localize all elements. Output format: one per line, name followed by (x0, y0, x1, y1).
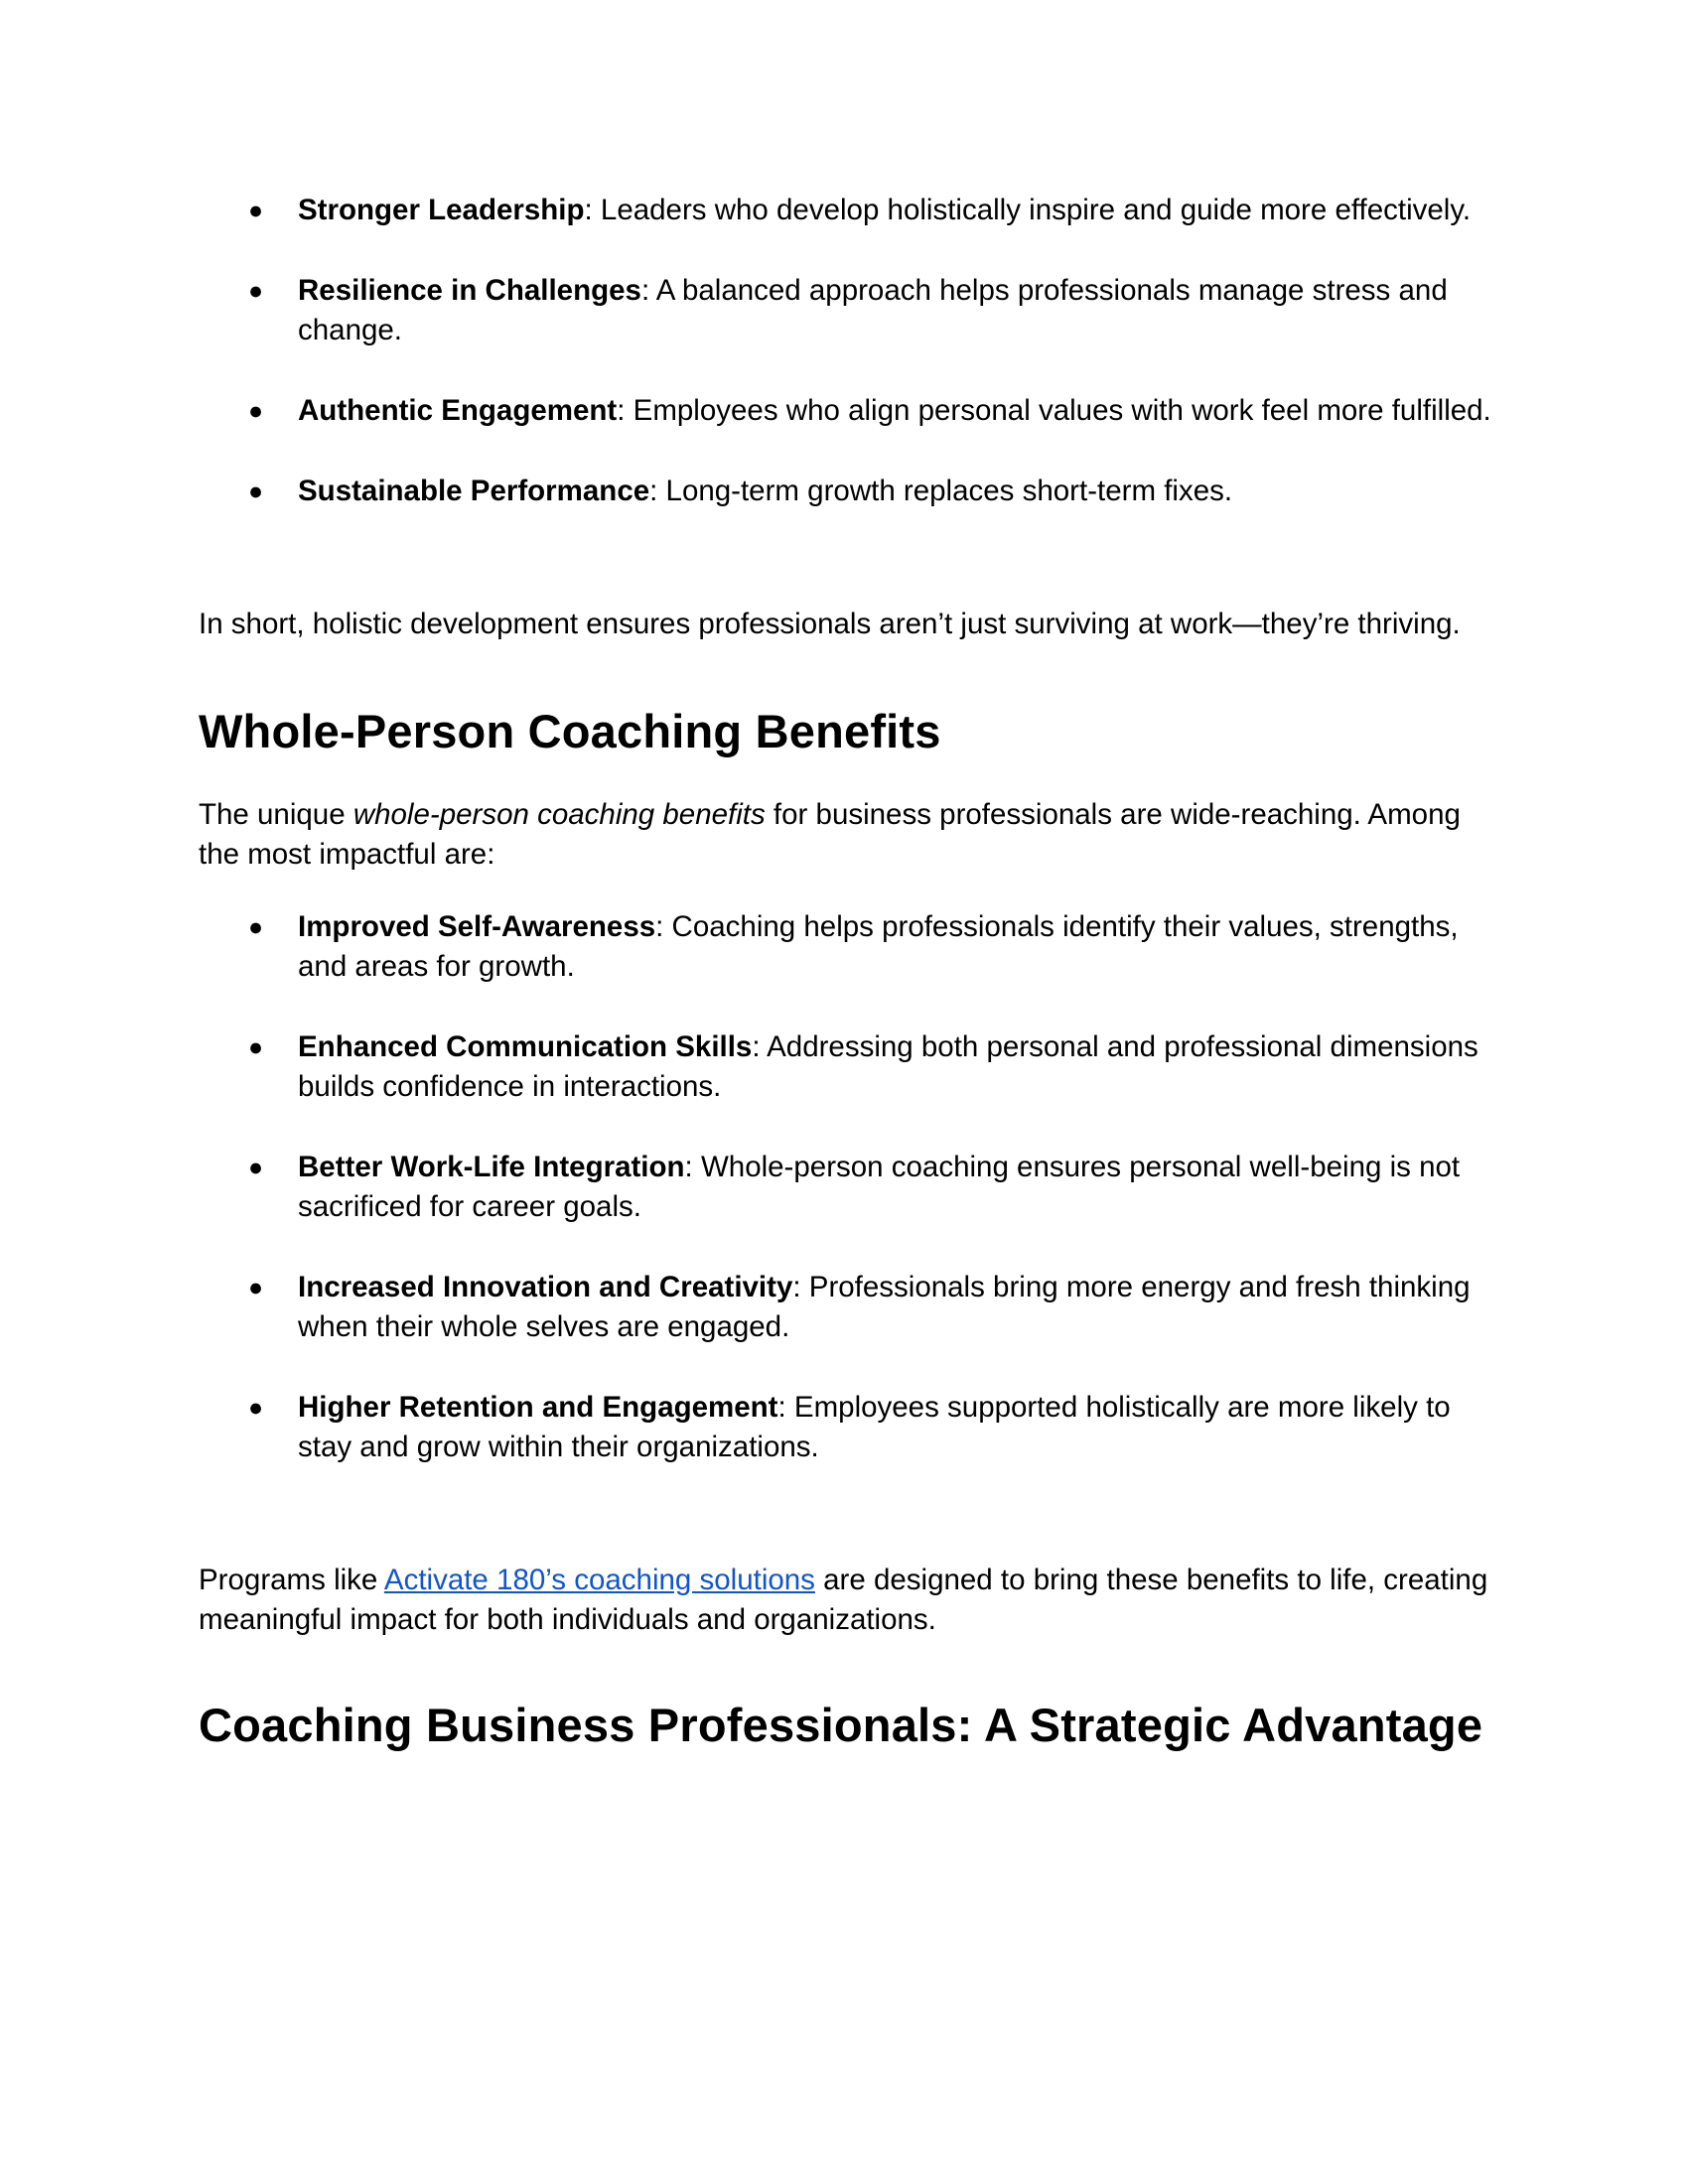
bullet-icon: ● (248, 397, 264, 425)
list-item-term: Increased Innovation and Creativity (298, 1271, 793, 1303)
list-item-text: : Whole-person coaching ensures personal well-being is not sacrificed for career goals. (298, 1151, 1461, 1223)
benefits-list-holistic (199, 191, 1509, 511)
intro-paragraph (199, 795, 1509, 875)
section-heading-strategic-advantage: Coaching Business Professionals: A Strategic Advantage (199, 1699, 1483, 1751)
intro-text-end: for business professionals are wide-reaching. Among the most impactful are: (199, 798, 1461, 871)
list-item (248, 271, 1509, 350)
list-item (248, 1268, 1509, 1347)
benefits-list-coaching (199, 907, 1509, 1467)
bullet-icon: ● (248, 1033, 264, 1061)
list-item (248, 907, 1509, 987)
list-item-term: Improved Self-Awareness (298, 910, 656, 943)
list-item (248, 191, 1509, 230)
list-item-term: Authentic Engagement (298, 394, 618, 427)
bullet-icon: ● (248, 1274, 264, 1301)
intro-emphasis: whole-person coaching benefits (352, 798, 766, 831)
list-item-term: Higher Retention and Engagement (298, 1391, 778, 1424)
programs-text-start: Programs like (199, 1564, 384, 1596)
summary-paragraph: In short, holistic development ensures professionals aren’t just surviving at work—they’re thriving. (199, 608, 1461, 640)
document-content (199, 191, 1509, 1753)
list-item-text: : Long-term growth replaces short-term fixes. (649, 475, 1233, 507)
bullet-icon: ● (248, 478, 264, 505)
list-item (248, 472, 1509, 511)
section-heading-benefits: Whole-Person Coaching Benefits (199, 705, 941, 757)
list-item-text: : A balanced approach helps professionals manage stress and change. (298, 274, 1448, 346)
bullet-icon: ● (248, 277, 264, 305)
list-item-text: : Employees supported holistically are more likely to stay and grow within their organizations. (298, 1391, 1451, 1463)
list-item (248, 1388, 1509, 1467)
list-item-text: : Employees who align personal values with work feel more fulfilled. (617, 394, 1491, 427)
bullet-icon: ● (248, 1154, 264, 1181)
bullet-icon: ● (248, 197, 264, 224)
list-item (248, 1027, 1509, 1107)
bullet-icon: ● (248, 913, 264, 941)
list-item (248, 391, 1509, 431)
list-item-text: : Coaching helps professionals identify their values, strengths, and areas for growth. (298, 910, 1459, 983)
list-item-term: Stronger Leadership (298, 194, 585, 226)
list-item-text: : Leaders who develop holistically inspire and guide more effectively. (584, 194, 1472, 226)
list-item-term: Better Work-Life Integration (298, 1151, 685, 1183)
programs-text-end: are designed to bring these benefits to life, creating meaningful impact for both individuals and organizations. (199, 1564, 1488, 1636)
list-item-text: : Professionals bring more energy and fresh thinking when their whole selves are engaged. (298, 1271, 1471, 1343)
list-item-term: Resilience in Challenges (298, 274, 641, 307)
programs-paragraph (199, 1561, 1509, 1640)
intro-text-start: The unique (199, 798, 353, 831)
list-item-term: Enhanced Communication Skills (298, 1030, 753, 1063)
activate-180-coaching-link[interactable]: Activate 180’s coaching solutions (383, 1564, 815, 1596)
list-item-term: Sustainable Performance (298, 475, 650, 507)
list-item-text: : Addressing both personal and professional dimensions builds confidence in interactions. (298, 1030, 1478, 1103)
bullet-icon: ● (248, 1394, 264, 1422)
list-item (248, 1148, 1509, 1227)
